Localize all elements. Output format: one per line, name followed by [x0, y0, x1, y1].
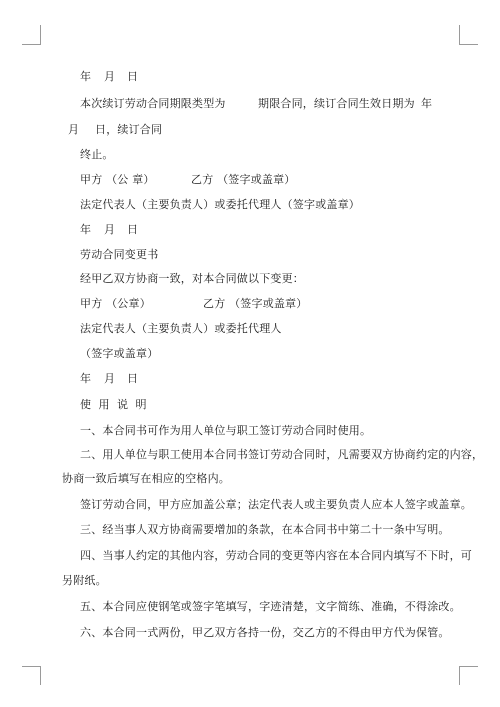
day-label: 日	[127, 70, 139, 83]
party-b-label: 乙方 （签字或盖章）	[203, 297, 308, 310]
year-label: 年	[80, 70, 92, 83]
renewal-part-2: 期限合同，续订合同生效日期为	[258, 97, 415, 110]
sign-label: （签字或盖章）	[80, 347, 159, 360]
renewal-part-5: 日，续订合同	[95, 123, 163, 136]
party-a-label: 甲方 （公章）	[80, 297, 151, 310]
document-page: 年 月 日 本次续订劳动合同期限类型为 期限合同，续订合同生效日期为 年 月 日，续订合同 终止。 甲方 （公 章） 乙方 （签字或盖章） 法定代表人（主要负责人）或委托代理人（签字或盖章） 年 月 日 劳动合同变更书 经甲乙双方协商一致，对本合同做以下变更： 甲方 （公章） 乙方 （签字或盖章） 法定代表人（主要负责人）或委托代理人 （签字或盖章） 年 月 日 使 用 说 明 一、本合同书可作为用人单位与职工签订劳动合同时使用。 二、用人单位与职工使用本合同书签订劳动合同时，凡需要双方协商约定的内容， 协商一致后填写在相应的空格内。 签订劳动合同，甲方应加盖公章；法定代表人或主要负责人应本人签字或盖章。 三、经当事人双方协商需要增加的条款，在本合同书中第二十一条中写明。 四、当事人约定的其他内容，劳动合同的变更等内容在本合同内填写不下时，可 另附纸。 五、本合同应使钢笔或签字笔填写，字迹清楚，文字简练、准确，不得涂改。 六、本合同一式两份，甲乙双方各持一份，交乙方的不得由甲方代为保管。	[0, 0, 500, 707]
month-label: 月	[104, 70, 116, 83]
year-label: 年	[80, 223, 92, 236]
renewal-part-4: 月	[68, 123, 80, 136]
renewal-part-1: 本次续订劳动合同期限类型为	[80, 97, 226, 110]
year-label: 年	[80, 372, 92, 385]
instructions-title-text: 使 用 说 明	[80, 398, 149, 411]
legal-rep-label: 法定代表人（主要负责人）或委托代理人	[80, 322, 282, 335]
renewal-part-3: 年	[421, 97, 433, 110]
party-a-label: 甲方 （公 章）	[80, 173, 155, 186]
change-title-text: 劳动合同变更书	[80, 248, 159, 261]
day-label: 日	[127, 223, 139, 236]
change-intro-text: 经甲乙双方协商一致，对本合同做以下变更：	[80, 272, 304, 285]
month-label: 月	[104, 223, 116, 236]
legal-rep-label: 法定代表人（主要负责人）或委托代理人（签字或盖章）	[80, 198, 360, 211]
renewal-part-6: 终止。	[80, 148, 114, 161]
day-label: 日	[127, 372, 139, 385]
month-label: 月	[104, 372, 116, 385]
party-b-label: 乙方 （签字或盖章）	[191, 173, 296, 186]
